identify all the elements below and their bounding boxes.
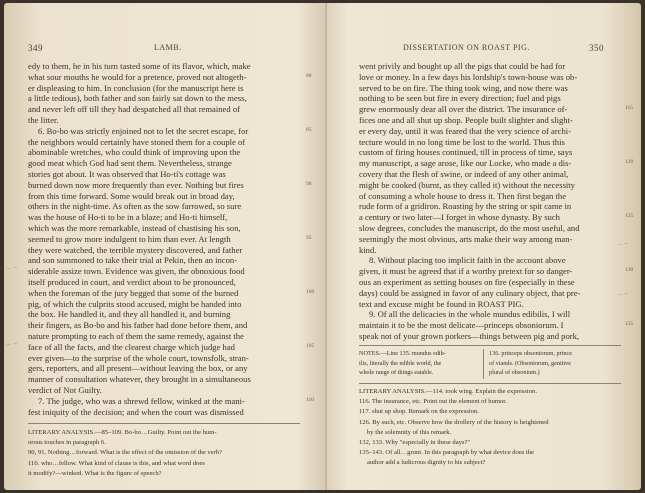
text-line: seemed to grow more indulgent to him than ever. At length	[28, 233, 231, 244]
text-line: love or money. In a few days his lordship's town-house was ob-	[359, 71, 578, 82]
note-line: 116. The insurance, etc. Point out the element of humor.	[359, 398, 507, 406]
text-line: manner of consultation whatever, they brought in a simultaneous	[28, 374, 251, 385]
running-head: LAMB.	[154, 43, 182, 52]
text-line: itself produced in court, and verdict about to be pronounced,	[28, 276, 236, 287]
note-line: by the solemnity of this remark.	[367, 428, 452, 436]
note-line: LITERARY ANALYSIS.—114. took wing. Explain the expression.	[359, 388, 537, 395]
footnote-column-divider	[483, 349, 484, 379]
text-line: er displeasing to him. In conclusion (for the manuscript here is	[28, 82, 244, 93]
line-number: 115	[625, 105, 634, 111]
text-line: kind.	[359, 244, 377, 255]
footnote-line: NOTES.—Line 135. mundus edib-	[359, 350, 446, 357]
text-line: my manuscript, a sage arose, like our Locke, who made a dis-	[359, 158, 572, 169]
text-line: a little tedious), both father and son fairly sat down to the mess,	[28, 93, 247, 104]
text-line: nature prompting to each of them the same remedy, against the	[28, 330, 244, 341]
footnote-left	[359, 349, 446, 378]
text-line: pig, of which the culprits stood accused, might be handed into	[28, 298, 242, 309]
text-line: what sour mouths he would for a pretence, proved not altogeth-	[28, 71, 247, 82]
text-line: of consuming a whole house to dress it. Then first began the	[359, 190, 567, 201]
notes-divider	[359, 383, 621, 384]
text-line: covery that the flesh of swine, or indeed of any other animal,	[359, 168, 569, 179]
line-number: 125	[625, 213, 634, 219]
text-line: served to be on fire. The thing took wing, and now there was	[359, 82, 568, 93]
text-line: went privily and bought up all the pigs that could be had for	[359, 61, 566, 71]
line-number: 90	[306, 181, 312, 187]
text-line: 6. Bo-bo was strictly enjoined not to let the secret escape, for	[38, 125, 249, 136]
text-line: 7. The judge, who was a shrewd fellow, winked at the mani-	[38, 395, 245, 406]
line-number: 80	[306, 73, 312, 79]
text-line: the neighbors would certainly have stoned them for a couple of	[28, 136, 246, 147]
text-line: face of all the facts, and the clearest charge which judge had	[28, 341, 235, 352]
line-number: 105	[306, 343, 315, 349]
text-line: others in the night-time. As often as the sow farrowed, so sure	[28, 201, 242, 212]
footnote-line: ilis, literally the edible world, the	[359, 359, 442, 367]
text-line: they were watched, the terrible mystery discovered, and father	[28, 244, 243, 255]
line-number: 120	[625, 159, 634, 165]
text-line: maintain it to be the most delicate—princeps obsoniorum. I	[359, 320, 564, 331]
text-line: was the house of Ho-ti to be in a blaze; and Ho-ti himself,	[28, 212, 228, 223]
footnote-line: 136. princeps obsoniorum, prince	[489, 350, 572, 357]
text-line: speak not of your grown porkers—things between pig and pork,	[359, 330, 580, 341]
note-line: 117. shut up shop. Remark on the expression.	[359, 408, 479, 416]
note-line: orous touches in paragraph 6.	[28, 439, 106, 447]
handwritten-annotation: ~ ~	[5, 264, 19, 273]
body-text	[28, 61, 251, 417]
footnote-line: of viands. (Obsoniorum, genitive	[489, 359, 571, 367]
text-line: fices one and all shut up shop. People built slighter and slight-	[359, 114, 573, 125]
body-text	[359, 61, 580, 342]
line-number: 100	[306, 289, 315, 295]
text-line: rude form of a gridiron. Roasting by the string or spit came in	[359, 201, 572, 212]
text-line: gers, reporters, and all present—without leaving the box, or any	[28, 363, 248, 374]
handwritten-annotation: ~ ~	[616, 290, 630, 299]
text-line: days) could be assigned in favor of any culinary object, that pre-	[359, 287, 581, 298]
footnote-line: plural of obsonium.)	[489, 369, 540, 376]
text-line: which was the more remarkable, instead of chastising his son,	[28, 222, 241, 233]
text-line: given, it must be agreed that if a worthy pretext for so danger-	[359, 266, 573, 277]
text-line: edy to them, he in his turn tasted some of its flavor, which, make	[28, 61, 251, 71]
handwritten-annotation: ~ ~	[5, 340, 19, 349]
text-line: grew enormously dear all over the district. The insurance of-	[359, 104, 568, 115]
note-line: LITERARY ANALYSIS.—85–109. Bo-bo…Guilty. Point out the hum-	[28, 429, 217, 436]
text-line: siderable assize town. Evidence was given, the obnoxious food	[28, 266, 245, 277]
note-line: 132, 133. Why "especially in these days?"	[359, 438, 471, 446]
text-line: text and excuse might be found in ROAST PIG.	[359, 298, 524, 309]
text-line: the litter.	[28, 114, 59, 125]
book-spread	[4, 3, 641, 490]
note-line: 135–143. Of all…grunt. In this paragraph by what device does the	[359, 449, 535, 457]
text-line: stories got about. It was observed that Ho-ti's cottage was	[28, 168, 226, 179]
note-line: it modify?—winked. What is the figure of speech?	[28, 469, 162, 477]
text-line: might be cooked (burnt, as they called it) without the necessity	[359, 179, 575, 190]
notes-divider	[28, 423, 300, 424]
footnote-divider	[359, 345, 621, 346]
line-number: 95	[306, 235, 312, 241]
note-line: 110. who…fellow. What kind of clause is this, and what word does	[28, 459, 205, 467]
text-line: good meat which God had sent them. Nevertheless, strange	[28, 158, 232, 169]
left-page	[4, 3, 324, 490]
text-line: and son summoned to take their trial at Pekin, then an incon-	[28, 255, 238, 266]
line-number: 110	[306, 397, 315, 403]
text-line: 9. Of all the delicacies in the whole mundus edibilis, I will	[369, 309, 571, 320]
footnote-line: whole range of things eatable.	[359, 369, 434, 376]
text-line: slow degrees, concludes the manuscript, do the most useful, and	[359, 222, 580, 233]
text-line: abominable wretches, who could think of improving upon the	[28, 147, 241, 158]
text-line: burned down now more frequently than ever. Nothing but fires	[28, 179, 244, 190]
text-line: tecture would in no long time be lost to the world. Thus this	[359, 136, 565, 147]
text-line: nothing to be seen but fire in every direction; fuel and pigs	[359, 93, 561, 104]
note-line: 90, 91. Nothing…forward. What is the effect of the omission of the verb?	[28, 449, 223, 457]
page-number: 350	[589, 43, 604, 53]
text-line: from this time forward. Some would break out in broad day,	[28, 190, 235, 201]
text-line: a century or two later—I forget in whose dynasty. By such	[359, 212, 560, 223]
text-line: 8. Without placing too implicit faith in the account above	[369, 255, 566, 266]
text-line: ous an experiment as setting houses on fire (especially in these	[359, 276, 575, 287]
note-line: 126. By such, etc. Observe how the drollery of the history is heightened	[359, 418, 549, 426]
line-number: 85	[306, 127, 312, 133]
footnote-right	[489, 349, 572, 378]
text-line: er every day, until it was feared that the very science of archi-	[359, 125, 572, 136]
literary-analysis-notes	[359, 387, 549, 469]
line-number: 130	[625, 267, 634, 273]
text-line: custom of firing houses continued, till in process of time, says	[359, 147, 573, 158]
text-line: verdict of Not Guilty.	[28, 384, 102, 395]
literary-analysis-notes	[28, 428, 222, 479]
line-number: 135	[625, 321, 634, 327]
text-line: their fingers, as Bo-bo and his father had done before them, and	[28, 320, 248, 331]
handwritten-annotation: ~ ~	[616, 240, 630, 249]
right-page	[327, 3, 641, 490]
text-line: seemingly the most obvious, arts make their way among man-	[359, 233, 573, 244]
text-line: the box. He handled it, and they all handled it, and burning	[28, 309, 231, 320]
note-line: author add a ludicrous dignity to his subject?	[367, 459, 486, 467]
text-line: ever given—to the surprise of the whole court, townsfolk, stran-	[28, 352, 249, 363]
text-line: and never left off till they had despatched all that remained of	[28, 104, 240, 115]
text-line: fest iniquity of the decision; and when the court was dismissed	[28, 406, 244, 417]
running-head: DISSERTATION ON ROAST PIG.	[403, 43, 530, 52]
text-line: when the foreman of the jury begged that some of the burned	[28, 287, 239, 298]
page-number: 349	[28, 43, 43, 53]
